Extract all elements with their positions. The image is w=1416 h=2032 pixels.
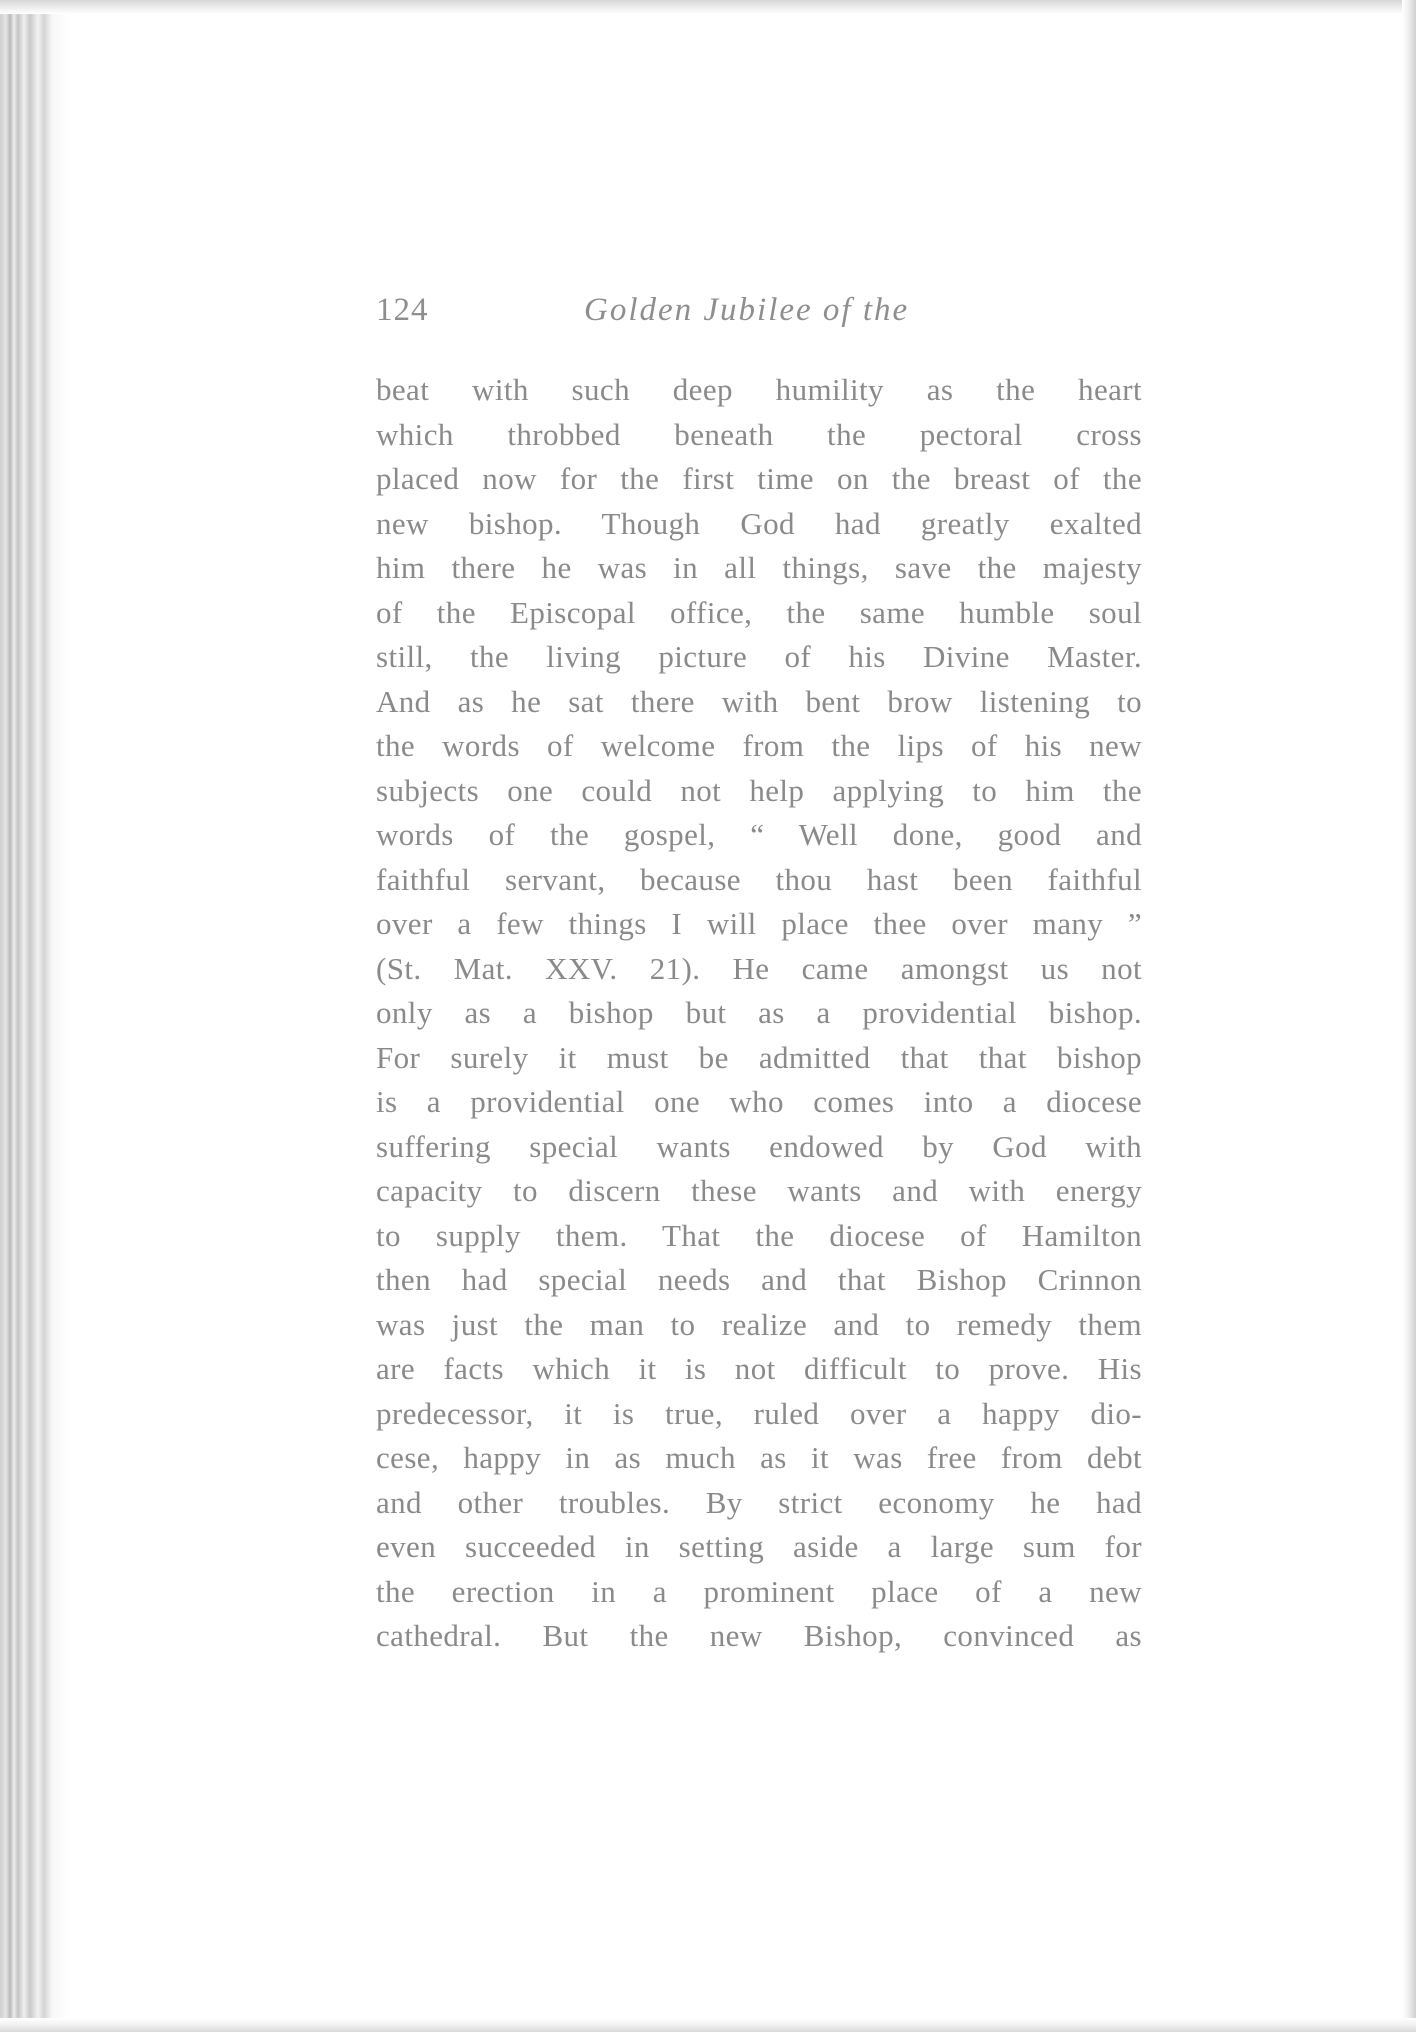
text-line: cese, happy in as much as it was free from debt (376, 1440, 1142, 1475)
text-line: faithful servant, because thou hast been faithful (376, 861, 1142, 897)
running-head (376, 292, 1142, 332)
text-line: words of the gospel, “ Well done, good and (376, 817, 1142, 852)
text-line: For surely it must be admitted that that bishop (376, 1039, 1142, 1075)
text-line: placed now for the first time on the breast of the (376, 461, 1142, 496)
text-line: are facts which it is not difficult to prove. His (376, 1351, 1142, 1386)
text-line: was just the man to realize and to remedy them (376, 1306, 1142, 1342)
text-line: even succeeded in setting aside a large sum for (376, 1529, 1142, 1564)
text-line: And as he sat there with bent brow listening to (376, 683, 1142, 719)
text-line: beat with such deep humility as the heart (376, 372, 1142, 407)
text-line: and other troubles. By strict economy he had (376, 1484, 1142, 1520)
text-line: of the Episcopal office, the same humble soul (376, 594, 1142, 630)
text-line: predecessor, it is true, ruled over a happy dio- (376, 1395, 1142, 1431)
text-line: subjects one could not help applying to him the (376, 772, 1142, 808)
text-line: is a providential one who comes into a diocese (376, 1084, 1142, 1119)
right-page-edge (1402, 0, 1416, 2032)
text-line: to supply them. That the diocese of Hamilton (376, 1217, 1142, 1253)
running-title: Golden Jubilee of the (584, 292, 910, 328)
text-line: still, the living picture of his Divine Master. (376, 639, 1142, 674)
text-line: over a few things I will place thee over many ” (376, 906, 1142, 941)
text-line: the words of welcome from the lips of his new (376, 728, 1142, 763)
text-line: (St. Mat. XXV. 21). He came amongst us not (376, 950, 1142, 986)
body-text (376, 368, 1142, 1659)
text-line: which throbbed beneath the pectoral cross (376, 416, 1142, 452)
bottom-page-edge (0, 2018, 1416, 2032)
text-line: the erection in a prominent place of a new (376, 1573, 1142, 1609)
page-number: 124 (376, 292, 429, 328)
text-line: cathedral. But the new Bishop, convinced as (376, 1618, 1142, 1653)
text-line: new bishop. Though God had greatly exalted (376, 505, 1142, 541)
book-page-edges (0, 0, 70, 2032)
text-line: capacity to discern these wants and with energy (376, 1173, 1142, 1208)
top-page-edge (0, 0, 1416, 14)
text-line: suffering special wants endowed by God with (376, 1128, 1142, 1164)
text-line: him there he was in all things, save the majesty (376, 550, 1142, 585)
text-line: only as a bishop but as a providential bishop. (376, 995, 1142, 1030)
text-line: then had special needs and that Bishop Crinnon (376, 1262, 1142, 1297)
